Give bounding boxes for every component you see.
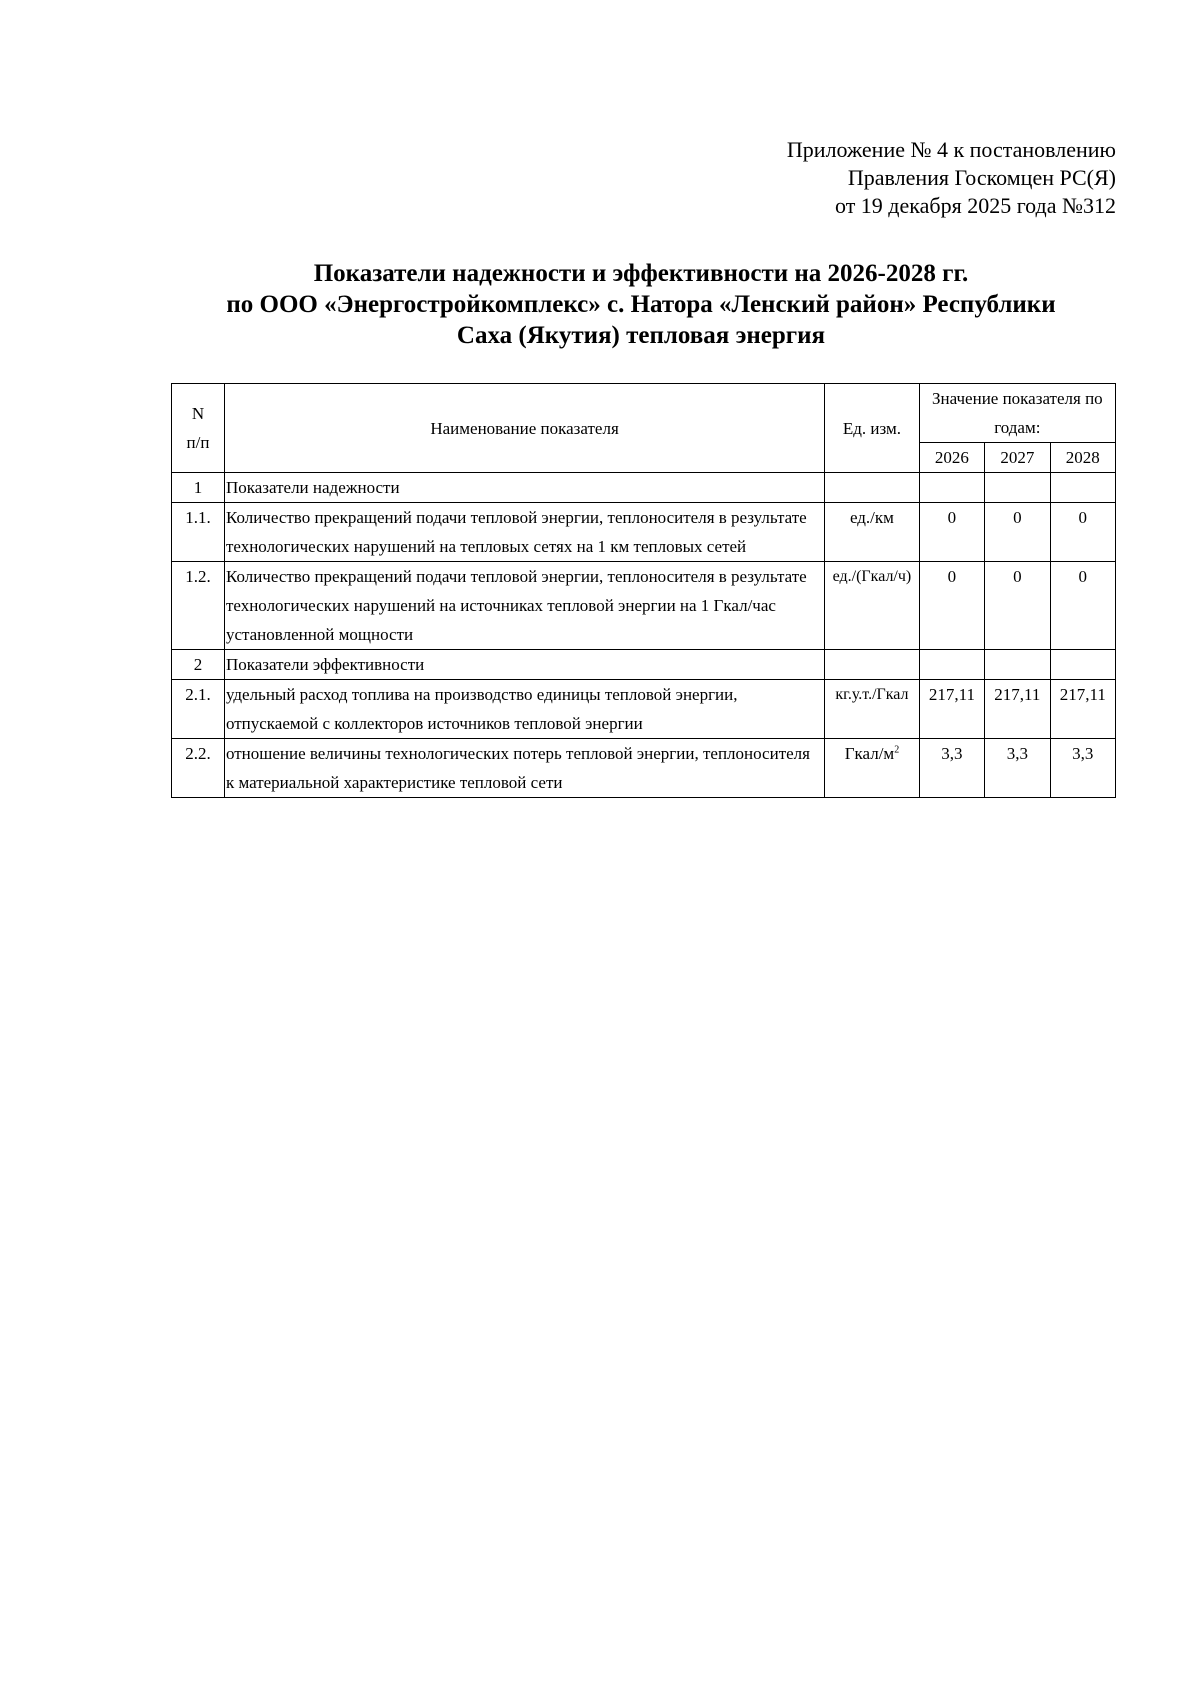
row-value-2028: [1050, 650, 1115, 680]
row-value-2028: 0: [1050, 562, 1115, 650]
table-row: [172, 562, 1116, 650]
row-unit: ед./(Гкал/ч): [825, 562, 920, 650]
row-value-2028: [1050, 473, 1115, 503]
title-line-3: Саха (Якутия) тепловая энергия: [456, 322, 826, 349]
row-value-2026: 0: [919, 503, 984, 562]
row-number: 2: [172, 650, 225, 680]
row-value-2027: 3,3: [985, 739, 1050, 798]
document-title: [166, 258, 1116, 351]
row-value-2027: [985, 473, 1050, 503]
row-unit: [825, 473, 920, 503]
row-value-2028: 3,3: [1050, 739, 1115, 798]
row-value-2028: 0: [1050, 503, 1115, 562]
indicators-table: [171, 383, 1116, 798]
row-value-2026: 0: [919, 562, 984, 650]
row-value-2027: [985, 650, 1050, 680]
row-unit: [825, 739, 920, 798]
header-number: [172, 384, 225, 473]
row-value-2027: 0: [985, 503, 1050, 562]
row-value-2027: 0: [985, 562, 1050, 650]
header-values-group: Значение показателя по годам:: [919, 384, 1115, 443]
row-number: 1.2.: [172, 562, 225, 650]
row-unit-base: Гкал/м: [844, 744, 895, 763]
table-row: [172, 739, 1116, 798]
appendix-line-2: Правления Госкомцен РС(Я): [847, 165, 1116, 190]
table-row: [172, 503, 1116, 562]
header-unit: Ед. изм.: [825, 384, 920, 473]
row-name: Количество прекращений подачи тепловой энергии, теплоносителя в результате технологических нарушений на тепловых сетях на 1 км тепловых сетей: [224, 503, 824, 562]
table-row: [172, 473, 1116, 503]
row-unit: ед./км: [825, 503, 920, 562]
appendix-line-3: от 19 декабря 2025 года №312: [834, 193, 1116, 218]
row-value-2027: 217,11: [985, 680, 1050, 739]
row-number: 1.1.: [172, 503, 225, 562]
header-year-2026: 2026: [919, 443, 984, 473]
row-name: удельный расход топлива на производство единицы тепловой энергии, отпускаемой с коллекторов источников тепловой энергии: [224, 680, 824, 739]
appendix-block: [787, 136, 1116, 220]
row-unit-superscript: 2: [894, 744, 900, 756]
row-value-2028: 217,11: [1050, 680, 1115, 739]
header-row-1: [172, 384, 1116, 443]
row-value-2026: [919, 473, 984, 503]
row-name: Количество прекращений подачи тепловой энергии, теплоносителя в результате технологических нарушений на источниках тепловой энергии на 1 Гкал/час установленной мощности: [224, 562, 824, 650]
row-name: Показатели эффективности: [224, 650, 824, 680]
table-row: [172, 680, 1116, 739]
row-unit: кг.у.т./Гкал: [825, 680, 920, 739]
header-number-line-1: N: [191, 404, 205, 423]
row-value-2026: [919, 650, 984, 680]
row-number: 1: [172, 473, 225, 503]
row-name: Показатели надежности: [224, 473, 824, 503]
header-year-2027: 2027: [985, 443, 1050, 473]
header-year-2028: 2028: [1050, 443, 1115, 473]
table-row: [172, 650, 1116, 680]
header-name: Наименование показателя: [224, 384, 824, 473]
row-number: 2.2.: [172, 739, 225, 798]
row-value-2026: 217,11: [919, 680, 984, 739]
row-unit: [825, 650, 920, 680]
row-value-2026: 3,3: [919, 739, 984, 798]
header-number-line-2: п/п: [186, 433, 210, 452]
title-line-2: по ООО «Энергостройкомплекс» с. Натора «Ленский район» Республики: [226, 291, 1056, 318]
title-line-1: Показатели надежности и эффективности на 2026-2028 гг.: [313, 260, 969, 287]
row-number: 2.1.: [172, 680, 225, 739]
row-name: отношение величины технологических потерь тепловой энергии, теплоносителя к материальной характеристике тепловой сети: [224, 739, 824, 798]
appendix-line-1: Приложение № 4 к постановлению: [786, 137, 1116, 162]
